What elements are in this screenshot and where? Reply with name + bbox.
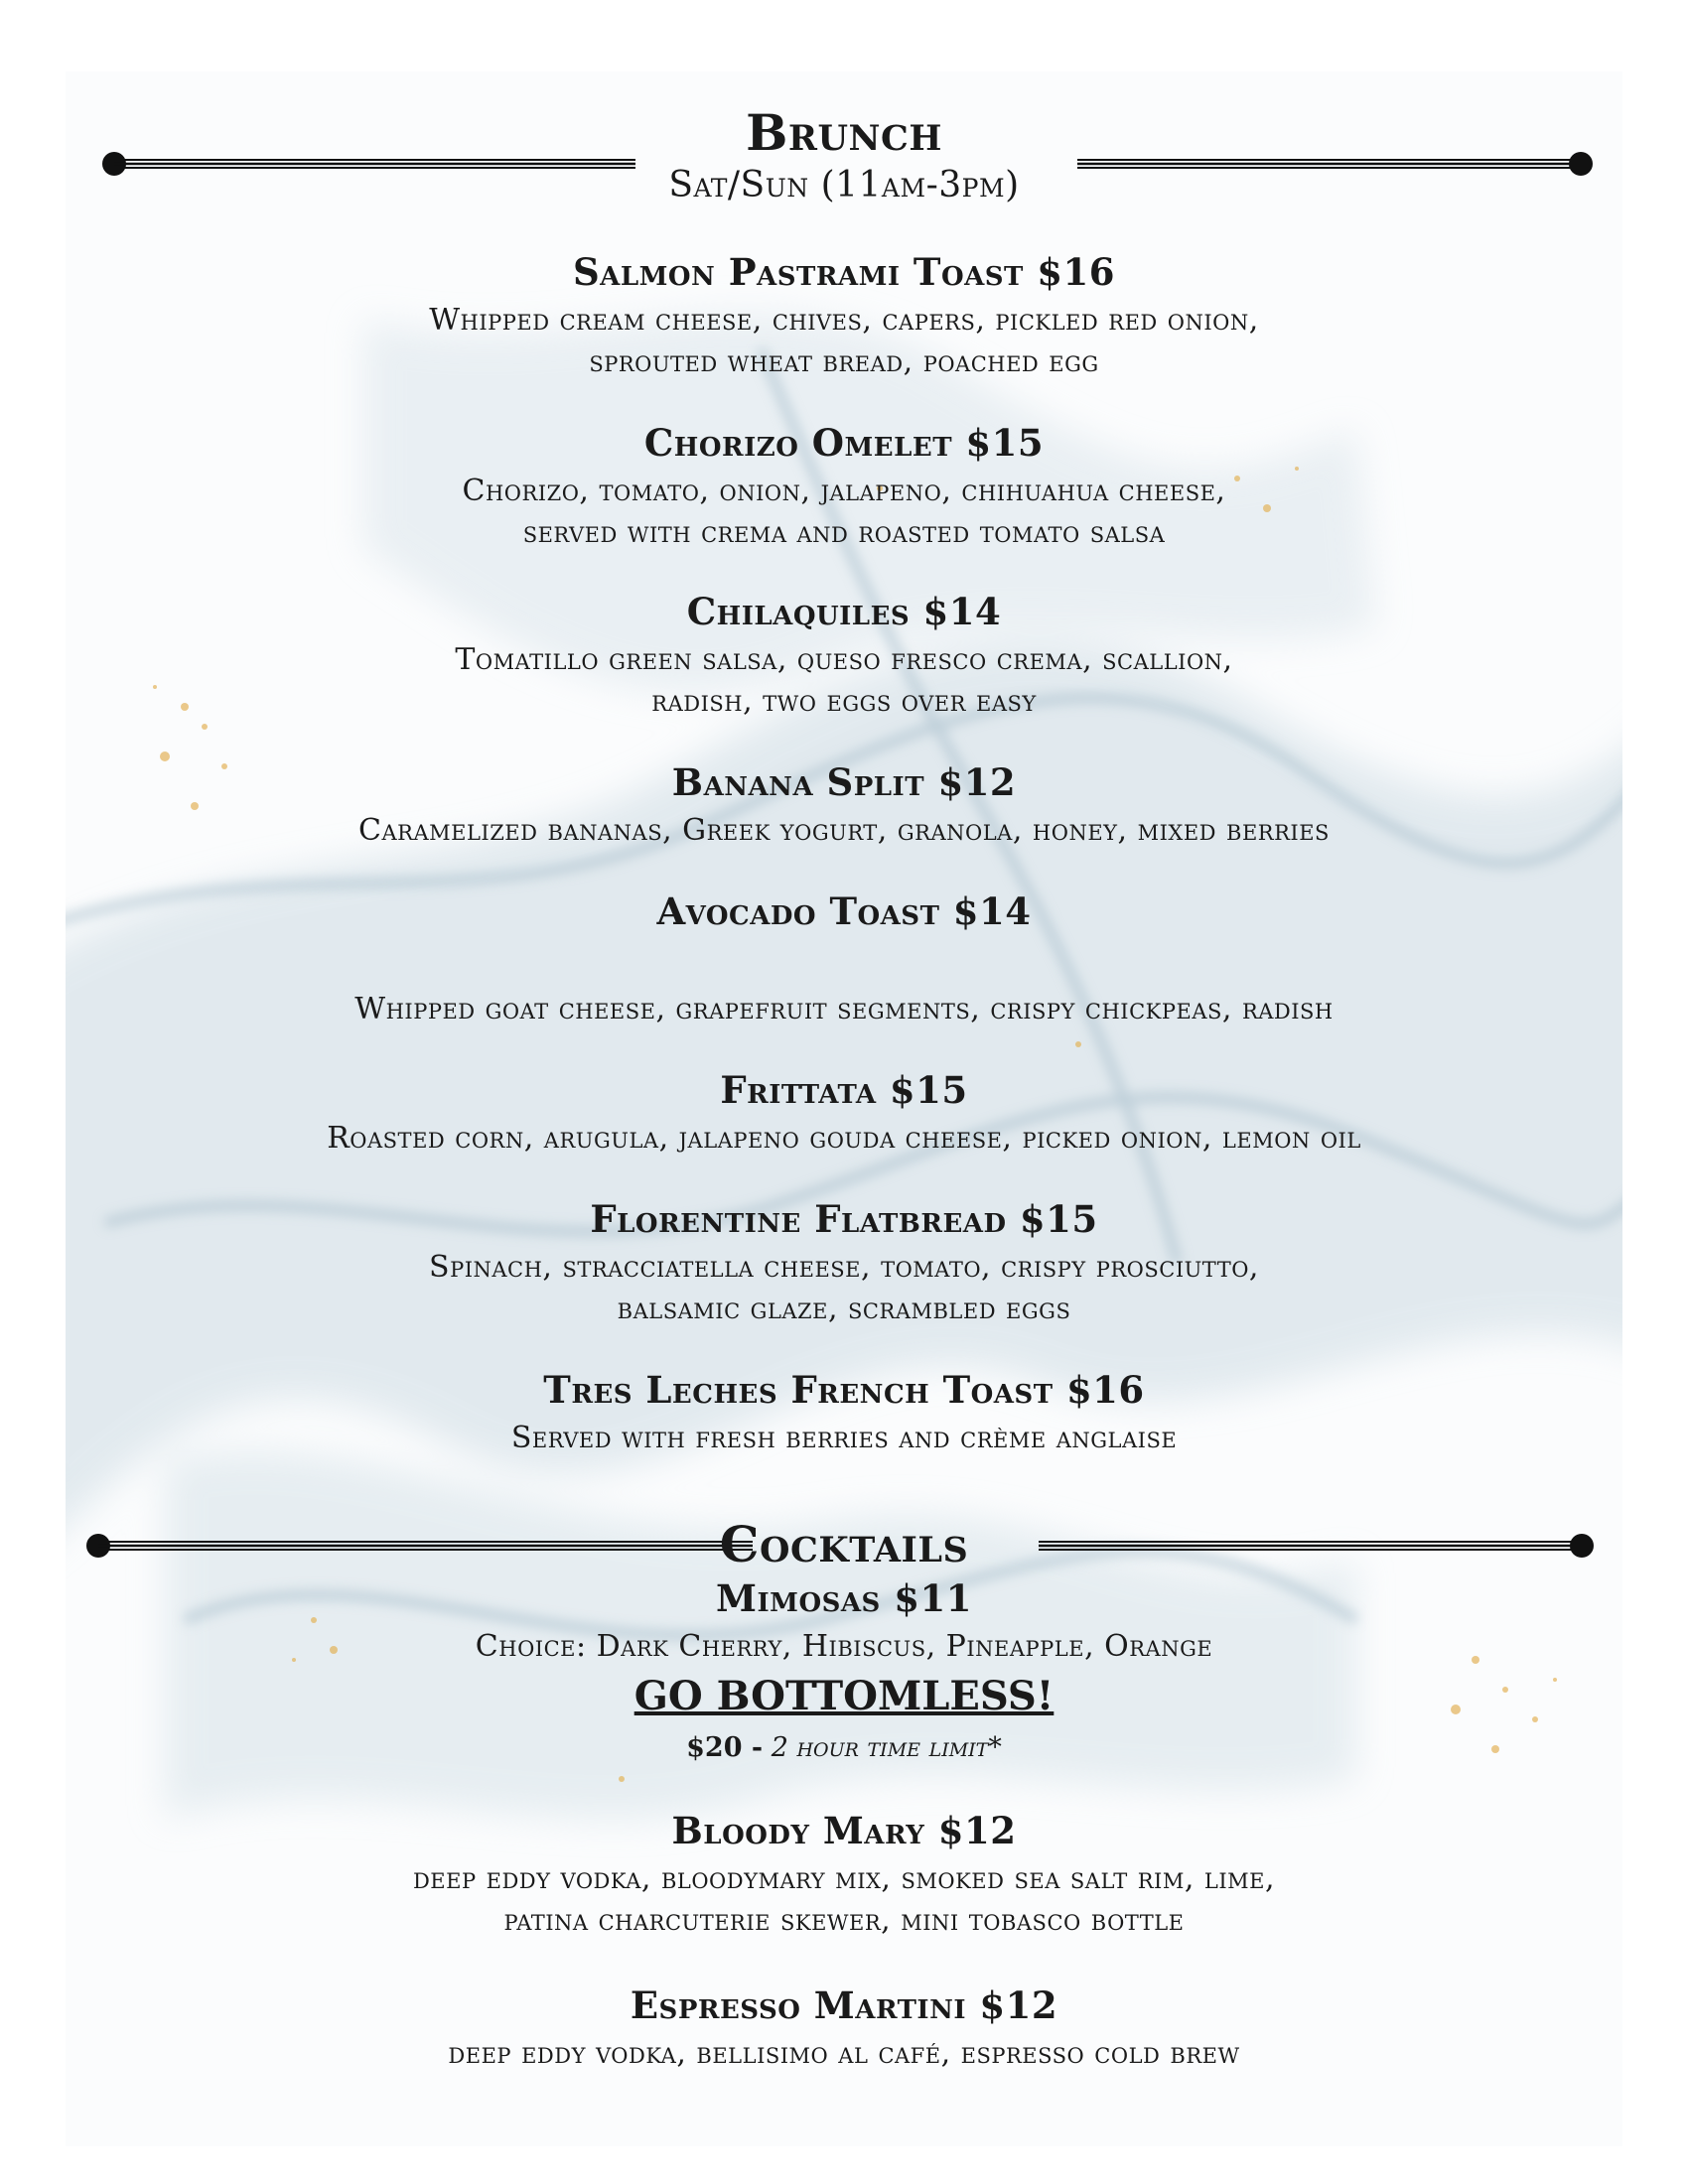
- menu-item-desc: served with crema and roasted tomato salsa: [522, 515, 1166, 550]
- menu-item-name: Chilaquiles $14: [686, 590, 1002, 633]
- menu-item-desc: Spinach, stracciatella cheese, tomato, crispy prosciutto,: [429, 1250, 1259, 1285]
- menu-item-desc: Tomatillo green salsa, queso fresco crema, scallion,: [455, 642, 1233, 677]
- menu-item-desc: radish, two eggs over easy: [651, 684, 1037, 719]
- bottomless-price: $20 -: [686, 1732, 764, 1763]
- cocktails-title: Cocktails: [719, 1515, 969, 1573]
- menu-item-desc: Choice: Dark Cherry, Hibiscus, Pineapple, Orange: [475, 1629, 1213, 1664]
- menu-item-desc: deep eddy vodka, bloodymary mix, smoked sea salt rim, lime,: [412, 1861, 1276, 1896]
- menu-item-desc: Caramelized bananas, Greek yogurt, granola, honey, mixed berries: [358, 813, 1330, 848]
- menu-item-desc: Roasted corn, arugula, jalapeno gouda cheese, picked onion, lemon oil: [327, 1121, 1361, 1156]
- menu-item-name: Frittata $15: [720, 1068, 968, 1112]
- brunch-title: Brunch: [746, 103, 942, 162]
- menu-item-name: Bloody Mary $12: [671, 1809, 1017, 1852]
- brunch-hours: Sat/Sun (11am-3pm): [668, 165, 1020, 205]
- menu-item-name: Espresso Martini $12: [630, 1983, 1058, 2027]
- menu-item-desc: Chorizo, tomato, onion, jalapeno, chihuahua cheese,: [462, 474, 1226, 508]
- menu-item-desc: balsamic glaze, scrambled eggs: [617, 1292, 1071, 1326]
- menu-item-name: Banana Split $12: [671, 760, 1017, 804]
- bottomless-callout: GO BOTTOMLESS!: [633, 1673, 1055, 1719]
- menu-item-name: Salmon Pastrami Toast $16: [572, 250, 1116, 294]
- menu-item-name: Mimosas $11: [716, 1576, 972, 1620]
- menu-item-desc: patina charcuterie skewer, mini tobasco bottle: [503, 1903, 1185, 1938]
- menu-item-desc: Whipped cream cheese, chives, capers, pickled red onion,: [429, 303, 1259, 338]
- menu-item-desc: sprouted wheat bread, poached egg: [589, 344, 1099, 379]
- menu-item-name: Tres Leches French Toast $16: [543, 1368, 1145, 1412]
- menu-item-desc: Served with fresh berries and crème anglaise: [510, 1421, 1178, 1455]
- menu-item-name: Avocado Toast $14: [656, 889, 1032, 933]
- bottomless-note: [0, 1731, 1688, 1765]
- menu-item-desc: Whipped goat cheese, grapefruit segments, crispy chickpeas, radish: [354, 992, 1334, 1026]
- menu-item-name: Chorizo Omelet $15: [643, 421, 1045, 465]
- bottomless-limit: 2 hour time limit*: [771, 1732, 1002, 1763]
- menu-item-desc: deep eddy vodka, bellisimo al café, espresso cold brew: [448, 2036, 1240, 2071]
- menu-item-name: Florentine Flatbread $15: [590, 1197, 1098, 1241]
